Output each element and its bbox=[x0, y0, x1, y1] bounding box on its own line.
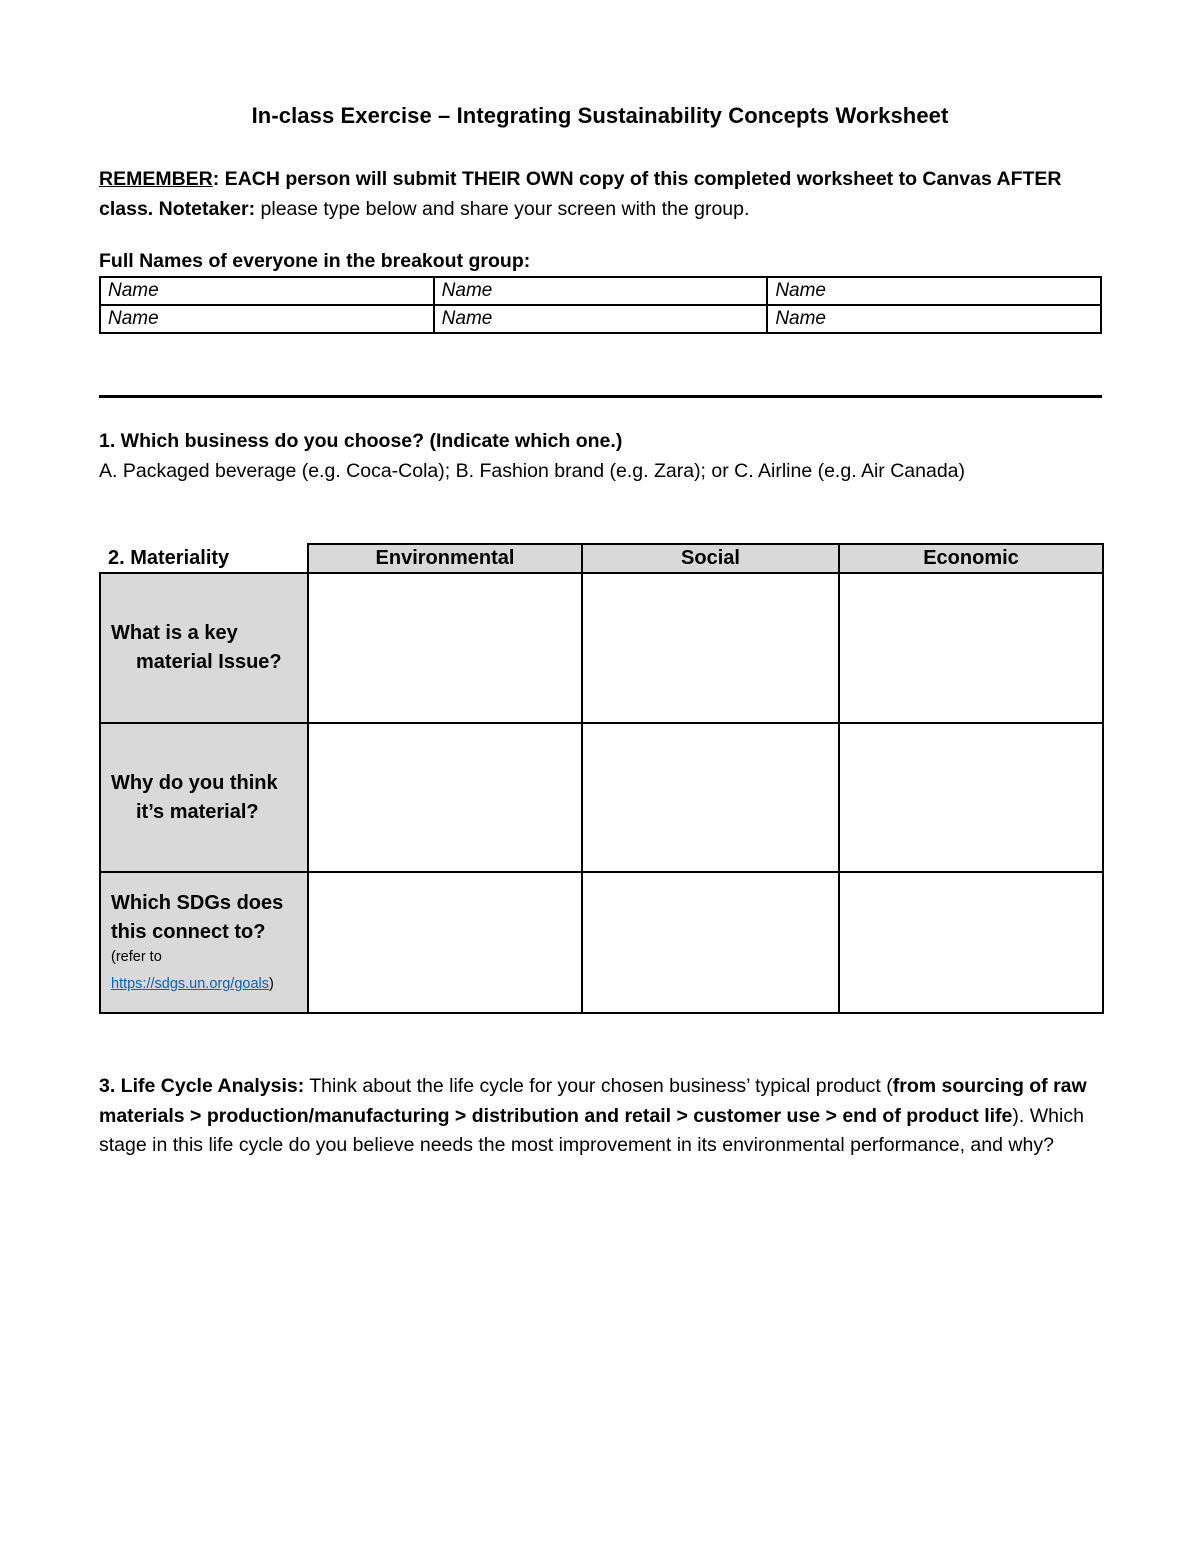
column-economic: Economic bbox=[839, 544, 1103, 573]
row-label-line: What is a key bbox=[111, 622, 238, 644]
sdg-note-link-line bbox=[111, 976, 274, 992]
row-label-line: this connect to? bbox=[111, 920, 266, 943]
name-field[interactable]: Name bbox=[100, 277, 434, 305]
row-label-why-material bbox=[100, 723, 308, 872]
life-cycle-stages: from sourcing of raw materials > production/manufacturing > distribution and retail > customer use > end of product life bbox=[99, 1075, 1087, 1127]
answer-cell-environmental[interactable] bbox=[308, 573, 582, 723]
sdg-note: (refer to bbox=[111, 948, 162, 965]
notetaker-text: please type below and share your screen with the group. bbox=[255, 198, 750, 220]
question-3-text: Think about the life cycle for your chosen business’ typical product ( bbox=[304, 1075, 893, 1097]
names-row bbox=[100, 277, 1101, 305]
names-row bbox=[100, 305, 1101, 333]
answer-cell-social[interactable] bbox=[582, 872, 839, 1013]
answer-cell-economic[interactable] bbox=[839, 723, 1103, 872]
materiality-row-key-issue bbox=[100, 573, 1103, 723]
sdg-note-close: ) bbox=[269, 975, 274, 992]
materiality-header-row bbox=[100, 544, 1103, 573]
name-field[interactable]: Name bbox=[767, 277, 1101, 305]
materiality-row-sdgs bbox=[100, 872, 1103, 1013]
page-title: In-class Exercise – Integrating Sustainability Concepts Worksheet bbox=[251, 103, 949, 128]
notetaker-label: Notetaker: bbox=[158, 198, 256, 220]
remember-instructions bbox=[99, 164, 1109, 224]
row-label-line: Which SDGs does bbox=[111, 891, 284, 914]
answer-cell-economic[interactable] bbox=[839, 573, 1103, 723]
column-environmental: Environmental bbox=[308, 544, 582, 573]
sdg-link[interactable]: https://sdgs.un.org/goals bbox=[111, 975, 269, 992]
materiality-label: 2. Materiality bbox=[100, 544, 308, 573]
name-field[interactable]: Name bbox=[767, 305, 1101, 333]
remember-label: REMEMBER bbox=[99, 168, 213, 190]
answer-cell-social[interactable] bbox=[582, 573, 839, 723]
answer-cell-environmental[interactable] bbox=[308, 872, 582, 1013]
names-table bbox=[99, 276, 1102, 334]
answer-cell-environmental[interactable] bbox=[308, 723, 582, 872]
materiality-table bbox=[99, 543, 1104, 1014]
name-field[interactable]: Name bbox=[100, 305, 434, 333]
remember-colon: : bbox=[212, 168, 220, 190]
name-field[interactable]: Name bbox=[434, 277, 768, 305]
question-3-text-end: ). Which stage in this life cycle do you believe needs the most improvement in its environmental performance, and why? bbox=[99, 1104, 1084, 1156]
question-3 bbox=[99, 1072, 1104, 1161]
row-label-sdgs bbox=[100, 872, 308, 1013]
names-label: Full Names of everyone in the breakout group: bbox=[99, 250, 531, 272]
section-divider bbox=[99, 395, 1102, 398]
question-1-options: A. Packaged beverage (e.g. Coca-Cola); B. Fashion brand (e.g. Zara); or C. Airline (e.g. Air Canada) bbox=[99, 460, 966, 482]
row-label-line: material Issue? bbox=[136, 651, 282, 673]
row-label-line: Why do you think bbox=[111, 771, 278, 794]
column-social: Social bbox=[582, 544, 839, 573]
answer-cell-social[interactable] bbox=[582, 723, 839, 872]
answer-cell-economic[interactable] bbox=[839, 872, 1103, 1013]
question-3-label: 3. Life Cycle Analysis: bbox=[99, 1075, 305, 1097]
row-label-key-issue bbox=[100, 573, 308, 723]
row-label-line: it’s material? bbox=[136, 800, 259, 823]
remember-text: EACH person will submit THEIR OWN copy of this completed worksheet to Canvas AFTER class. bbox=[99, 168, 1062, 220]
question-1: 1. Which business do you choose? (Indicate which one.) bbox=[99, 430, 623, 452]
name-field[interactable]: Name bbox=[434, 305, 768, 333]
materiality-row-why-material bbox=[100, 723, 1103, 872]
